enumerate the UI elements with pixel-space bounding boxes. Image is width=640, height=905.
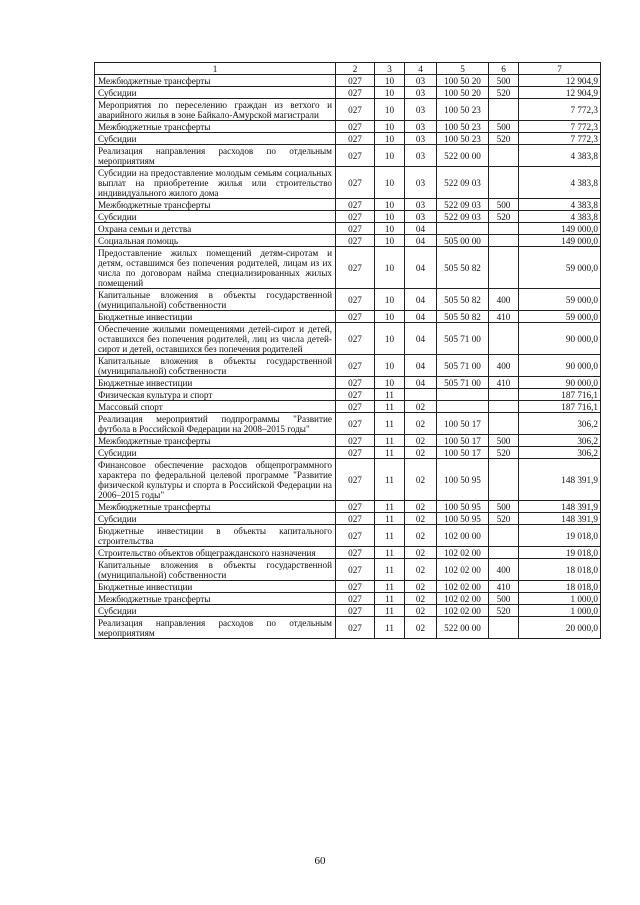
row-name-cell: Строительство объектов общегражданского назначения [95, 547, 336, 559]
section-code-cell: 11 [375, 605, 405, 617]
row-name-cell: Межбюджетные трансферты [95, 501, 336, 513]
ministry-code-cell: 027 [336, 559, 375, 581]
column-header: 5 [437, 63, 489, 75]
amount-cell: 306,2 [519, 447, 601, 459]
target-article-cell: 522 09 03 [437, 167, 489, 199]
ministry-code-cell: 027 [336, 547, 375, 559]
table-row [95, 355, 601, 377]
amount-cell: 148 391,9 [519, 459, 601, 501]
section-code-cell: 10 [375, 323, 405, 355]
amount-cell: 306,2 [519, 435, 601, 447]
subsection-code-cell: 03 [405, 199, 437, 211]
subsection-code-cell: 02 [405, 435, 437, 447]
ministry-code-cell: 027 [336, 459, 375, 501]
row-name-cell: Бюджетные инвестиции [95, 377, 336, 389]
target-article-cell: 102 02 00 [437, 605, 489, 617]
row-name-cell: Бюджетные инвестиции [95, 311, 336, 323]
table-row [95, 525, 601, 547]
expense-type-cell: 520 [489, 87, 519, 99]
table-row [95, 435, 601, 447]
target-article-cell: 102 02 00 [437, 593, 489, 605]
ministry-code-cell: 027 [336, 617, 375, 639]
row-name-cell: Реализация направления расходов по отдельным мероприятиям [95, 145, 336, 167]
row-name-cell: Предоставление жилых помещений детям-сиротам и детям, оставшимся без попечения родителей, лицам из их числа по договорам найма специализированных жилых помещений [95, 247, 336, 289]
column-header: 2 [336, 63, 375, 75]
ministry-code-cell: 027 [336, 355, 375, 377]
expense-type-cell: 520 [489, 211, 519, 223]
ministry-code-cell: 027 [336, 223, 375, 235]
subsection-code-cell: 04 [405, 235, 437, 247]
section-code-cell: 11 [375, 389, 405, 401]
section-code-cell: 10 [375, 289, 405, 311]
section-code-cell: 11 [375, 413, 405, 435]
target-article-cell: 100 50 95 [437, 501, 489, 513]
row-name-cell: Социальная помощь [95, 235, 336, 247]
expense-type-cell [489, 247, 519, 289]
expense-type-cell: 520 [489, 133, 519, 145]
section-code-cell: 10 [375, 211, 405, 223]
expense-type-cell: 500 [489, 121, 519, 133]
amount-cell: 20 000,0 [519, 617, 601, 639]
section-code-cell: 11 [375, 501, 405, 513]
section-code-cell: 10 [375, 355, 405, 377]
ministry-code-cell: 027 [336, 133, 375, 145]
section-code-cell: 11 [375, 581, 405, 593]
table-row [95, 501, 601, 513]
amount-cell: 59 000,0 [519, 289, 601, 311]
target-article-cell [437, 389, 489, 401]
ministry-code-cell: 027 [336, 447, 375, 459]
ministry-code-cell: 027 [336, 605, 375, 617]
ministry-code-cell: 027 [336, 99, 375, 121]
ministry-code-cell: 027 [336, 87, 375, 99]
subsection-code-cell: 02 [405, 617, 437, 639]
table-row [95, 389, 601, 401]
expense-type-cell [489, 235, 519, 247]
amount-cell: 59 000,0 [519, 311, 601, 323]
row-name-cell: Субсидии на предоставление молодым семьям социальных выплат на приобретение жилья или строительство индивидуального жилого дома [95, 167, 336, 199]
column-header: 6 [489, 63, 519, 75]
section-code-cell: 11 [375, 593, 405, 605]
amount-cell: 4 383,8 [519, 199, 601, 211]
ministry-code-cell: 027 [336, 311, 375, 323]
table-row [95, 167, 601, 199]
ministry-code-cell: 027 [336, 247, 375, 289]
ministry-code-cell: 027 [336, 199, 375, 211]
row-name-cell: Субсидии [95, 605, 336, 617]
section-code-cell: 10 [375, 145, 405, 167]
ministry-code-cell: 027 [336, 211, 375, 223]
expense-type-cell [489, 525, 519, 547]
table-row [95, 323, 601, 355]
section-code-cell: 11 [375, 401, 405, 413]
target-article-cell: 505 50 82 [437, 311, 489, 323]
ministry-code-cell: 027 [336, 167, 375, 199]
row-name-cell: Капитальные вложения в объекты государственной (муниципальной) собственности [95, 355, 336, 377]
table-row [95, 133, 601, 145]
expense-type-cell [489, 323, 519, 355]
expense-type-cell: 520 [489, 447, 519, 459]
table-row [95, 377, 601, 389]
target-article-cell: 102 00 00 [437, 525, 489, 547]
expense-type-cell: 500 [489, 75, 519, 87]
amount-cell: 19 018,0 [519, 547, 601, 559]
table-row [95, 199, 601, 211]
target-article-cell: 102 02 00 [437, 559, 489, 581]
table-row [95, 401, 601, 413]
row-name-cell: Реализация направления расходов по отдельным мероприятиям [95, 617, 336, 639]
section-code-cell: 11 [375, 447, 405, 459]
table-row [95, 289, 601, 311]
section-code-cell: 10 [375, 377, 405, 389]
ministry-code-cell: 027 [336, 145, 375, 167]
target-article-cell: 522 09 03 [437, 199, 489, 211]
table-row [95, 145, 601, 167]
subsection-code-cell: 03 [405, 133, 437, 145]
amount-cell: 187 716,1 [519, 401, 601, 413]
amount-cell: 4 383,8 [519, 167, 601, 199]
column-header: 3 [375, 63, 405, 75]
column-header: 4 [405, 63, 437, 75]
section-code-cell: 11 [375, 525, 405, 547]
subsection-code-cell: 04 [405, 289, 437, 311]
table-row [95, 459, 601, 501]
row-name-cell: Субсидии [95, 133, 336, 145]
expense-type-cell: 400 [489, 559, 519, 581]
expense-type-cell: 520 [489, 513, 519, 525]
ministry-code-cell: 027 [336, 389, 375, 401]
subsection-code-cell: 02 [405, 525, 437, 547]
target-article-cell: 100 50 95 [437, 513, 489, 525]
row-name-cell: Субсидии [95, 447, 336, 459]
table-row [95, 235, 601, 247]
table-row [95, 513, 601, 525]
target-article-cell: 522 00 00 [437, 145, 489, 167]
expense-type-cell [489, 547, 519, 559]
row-name-cell: Межбюджетные трансферты [95, 121, 336, 133]
subsection-code-cell: 03 [405, 99, 437, 121]
subsection-code-cell: 02 [405, 559, 437, 581]
target-article-cell: 100 50 20 [437, 87, 489, 99]
table-row [95, 605, 601, 617]
section-code-cell: 10 [375, 223, 405, 235]
target-article-cell [437, 223, 489, 235]
expense-type-cell: 500 [489, 593, 519, 605]
amount-cell: 18 018,0 [519, 581, 601, 593]
row-name-cell: Мероприятия по переселению граждан из ветхого и аварийного жилья в зоне Байкало-Амурской магистрали [95, 99, 336, 121]
amount-cell: 7 772,3 [519, 99, 601, 121]
ministry-code-cell: 027 [336, 121, 375, 133]
target-article-cell: 100 50 23 [437, 99, 489, 121]
target-article-cell: 100 50 23 [437, 133, 489, 145]
subsection-code-cell: 03 [405, 145, 437, 167]
row-name-cell: Финансовое обеспечение расходов общепрограммного характера по федеральной целевой программе "Развитие физической культуры и спорта в Российской Федерации на 2006–2015 годы" [95, 459, 336, 501]
amount-cell: 7 772,3 [519, 121, 601, 133]
expense-type-cell: 410 [489, 581, 519, 593]
subsection-code-cell: 02 [405, 547, 437, 559]
amount-cell: 90 000,0 [519, 323, 601, 355]
ministry-code-cell: 027 [336, 593, 375, 605]
amount-cell: 18 018,0 [519, 559, 601, 581]
amount-cell: 148 391,9 [519, 501, 601, 513]
expense-type-cell [489, 401, 519, 413]
expense-type-cell [489, 459, 519, 501]
table-row [95, 593, 601, 605]
table-row [95, 223, 601, 235]
expense-type-cell [489, 167, 519, 199]
row-name-cell: Межбюджетные трансферты [95, 75, 336, 87]
subsection-code-cell: 03 [405, 121, 437, 133]
subsection-code-cell: 02 [405, 581, 437, 593]
amount-cell: 7 772,3 [519, 133, 601, 145]
amount-cell: 12 904,9 [519, 87, 601, 99]
target-article-cell: 505 50 82 [437, 247, 489, 289]
table-row [95, 413, 601, 435]
amount-cell: 148 391,9 [519, 513, 601, 525]
budget-table [94, 62, 601, 639]
subsection-code-cell: 02 [405, 513, 437, 525]
subsection-code-cell: 04 [405, 323, 437, 355]
section-code-cell: 10 [375, 199, 405, 211]
row-name-cell: Межбюджетные трансферты [95, 593, 336, 605]
row-name-cell: Физическая культура и спорт [95, 389, 336, 401]
amount-cell: 90 000,0 [519, 377, 601, 389]
subsection-code-cell: 02 [405, 605, 437, 617]
subsection-code-cell: 04 [405, 355, 437, 377]
expense-type-cell: 410 [489, 377, 519, 389]
amount-cell: 90 000,0 [519, 355, 601, 377]
subsection-code-cell: 02 [405, 593, 437, 605]
section-code-cell: 10 [375, 167, 405, 199]
amount-cell: 187 716,1 [519, 389, 601, 401]
section-code-cell: 10 [375, 87, 405, 99]
section-code-cell: 11 [375, 547, 405, 559]
section-code-cell: 10 [375, 121, 405, 133]
expense-type-cell: 500 [489, 435, 519, 447]
expense-type-cell [489, 145, 519, 167]
expense-type-cell: 400 [489, 289, 519, 311]
target-article-cell: 102 02 00 [437, 581, 489, 593]
expense-type-cell [489, 389, 519, 401]
amount-cell: 1 000,0 [519, 593, 601, 605]
table-row [95, 311, 601, 323]
section-code-cell: 10 [375, 75, 405, 87]
subsection-code-cell: 02 [405, 447, 437, 459]
expense-type-cell [489, 223, 519, 235]
ministry-code-cell: 027 [336, 377, 375, 389]
table-row [95, 547, 601, 559]
section-code-cell: 10 [375, 235, 405, 247]
amount-cell: 4 383,8 [519, 145, 601, 167]
target-article-cell: 102 02 00 [437, 547, 489, 559]
ministry-code-cell: 027 [336, 289, 375, 311]
amount-cell: 59 000,0 [519, 247, 601, 289]
column-header: 1 [95, 63, 336, 75]
ministry-code-cell: 027 [336, 75, 375, 87]
section-code-cell: 11 [375, 513, 405, 525]
amount-cell: 306,2 [519, 413, 601, 435]
ministry-code-cell: 027 [336, 525, 375, 547]
row-name-cell: Капитальные вложения в объекты государственной (муниципальной) собственности [95, 559, 336, 581]
row-name-cell: Массовый спорт [95, 401, 336, 413]
row-name-cell: Обеспечение жилыми помещениями детей-сирот и детей, оставшихся без попечения родителей, лиц из числа детей-сирот и детей, оставшихся без попечения родителей [95, 323, 336, 355]
section-code-cell: 11 [375, 459, 405, 501]
target-article-cell: 505 71 00 [437, 323, 489, 355]
page-number: 60 [314, 855, 326, 867]
target-article-cell: 100 50 20 [437, 75, 489, 87]
expense-type-cell: 500 [489, 199, 519, 211]
section-code-cell: 11 [375, 435, 405, 447]
ministry-code-cell: 027 [336, 413, 375, 435]
row-name-cell: Охрана семьи и детства [95, 223, 336, 235]
subsection-code-cell: 02 [405, 401, 437, 413]
table-row [95, 247, 601, 289]
ministry-code-cell: 027 [336, 581, 375, 593]
ministry-code-cell: 027 [336, 435, 375, 447]
expense-type-cell: 410 [489, 311, 519, 323]
subsection-code-cell [405, 389, 437, 401]
target-article-cell: 505 50 82 [437, 289, 489, 311]
subsection-code-cell: 02 [405, 459, 437, 501]
expense-type-cell [489, 413, 519, 435]
section-code-cell: 11 [375, 617, 405, 639]
table-header-row [95, 63, 601, 75]
table-row [95, 87, 601, 99]
target-article-cell: 100 50 23 [437, 121, 489, 133]
subsection-code-cell: 04 [405, 247, 437, 289]
table-row [95, 75, 601, 87]
row-name-cell: Капитальные вложения в объекты государственной (муниципальной) собственности [95, 289, 336, 311]
ministry-code-cell: 027 [336, 323, 375, 355]
subsection-code-cell: 03 [405, 75, 437, 87]
ministry-code-cell: 027 [336, 401, 375, 413]
section-code-cell: 10 [375, 247, 405, 289]
row-name-cell: Бюджетные инвестиции [95, 581, 336, 593]
expense-type-cell: 400 [489, 355, 519, 377]
target-article-cell: 100 50 17 [437, 435, 489, 447]
amount-cell: 19 018,0 [519, 525, 601, 547]
row-name-cell: Бюджетные инвестиции в объекты капитального строительства [95, 525, 336, 547]
amount-cell: 149 000,0 [519, 223, 601, 235]
amount-cell: 12 904,9 [519, 75, 601, 87]
subsection-code-cell: 04 [405, 311, 437, 323]
section-code-cell: 10 [375, 99, 405, 121]
subsection-code-cell: 04 [405, 377, 437, 389]
target-article-cell: 522 09 03 [437, 211, 489, 223]
table-row [95, 447, 601, 459]
section-code-cell: 11 [375, 559, 405, 581]
expense-type-cell: 520 [489, 605, 519, 617]
subsection-code-cell: 02 [405, 501, 437, 513]
target-article-cell: 505 71 00 [437, 377, 489, 389]
row-name-cell: Субсидии [95, 87, 336, 99]
subsection-code-cell: 03 [405, 211, 437, 223]
ministry-code-cell: 027 [336, 513, 375, 525]
subsection-code-cell: 03 [405, 167, 437, 199]
target-article-cell: 100 50 17 [437, 447, 489, 459]
row-name-cell: Субсидии [95, 211, 336, 223]
amount-cell: 1 000,0 [519, 605, 601, 617]
table-row [95, 99, 601, 121]
column-header: 7 [519, 63, 601, 75]
ministry-code-cell: 027 [336, 235, 375, 247]
row-name-cell: Субсидии [95, 513, 336, 525]
table-row [95, 121, 601, 133]
section-code-cell: 10 [375, 133, 405, 145]
table-row [95, 581, 601, 593]
target-article-cell: 100 50 95 [437, 459, 489, 501]
subsection-code-cell: 03 [405, 87, 437, 99]
subsection-code-cell: 04 [405, 223, 437, 235]
target-article-cell: 522 00 00 [437, 617, 489, 639]
target-article-cell: 100 50 17 [437, 413, 489, 435]
table-row [95, 617, 601, 639]
row-name-cell: Реализация мероприятий подпрограммы "Развитие футбола в Российской Федерации на 2008–2015 годы" [95, 413, 336, 435]
amount-cell: 149 000,0 [519, 235, 601, 247]
expense-type-cell [489, 99, 519, 121]
expense-type-cell [489, 617, 519, 639]
table-row [95, 559, 601, 581]
ministry-code-cell: 027 [336, 501, 375, 513]
row-name-cell: Межбюджетные трансферты [95, 199, 336, 211]
expense-type-cell: 500 [489, 501, 519, 513]
subsection-code-cell: 02 [405, 413, 437, 435]
target-article-cell [437, 401, 489, 413]
target-article-cell: 505 00 00 [437, 235, 489, 247]
amount-cell: 4 383,8 [519, 211, 601, 223]
table-row [95, 211, 601, 223]
row-name-cell: Межбюджетные трансферты [95, 435, 336, 447]
section-code-cell: 10 [375, 311, 405, 323]
target-article-cell: 505 71 00 [437, 355, 489, 377]
